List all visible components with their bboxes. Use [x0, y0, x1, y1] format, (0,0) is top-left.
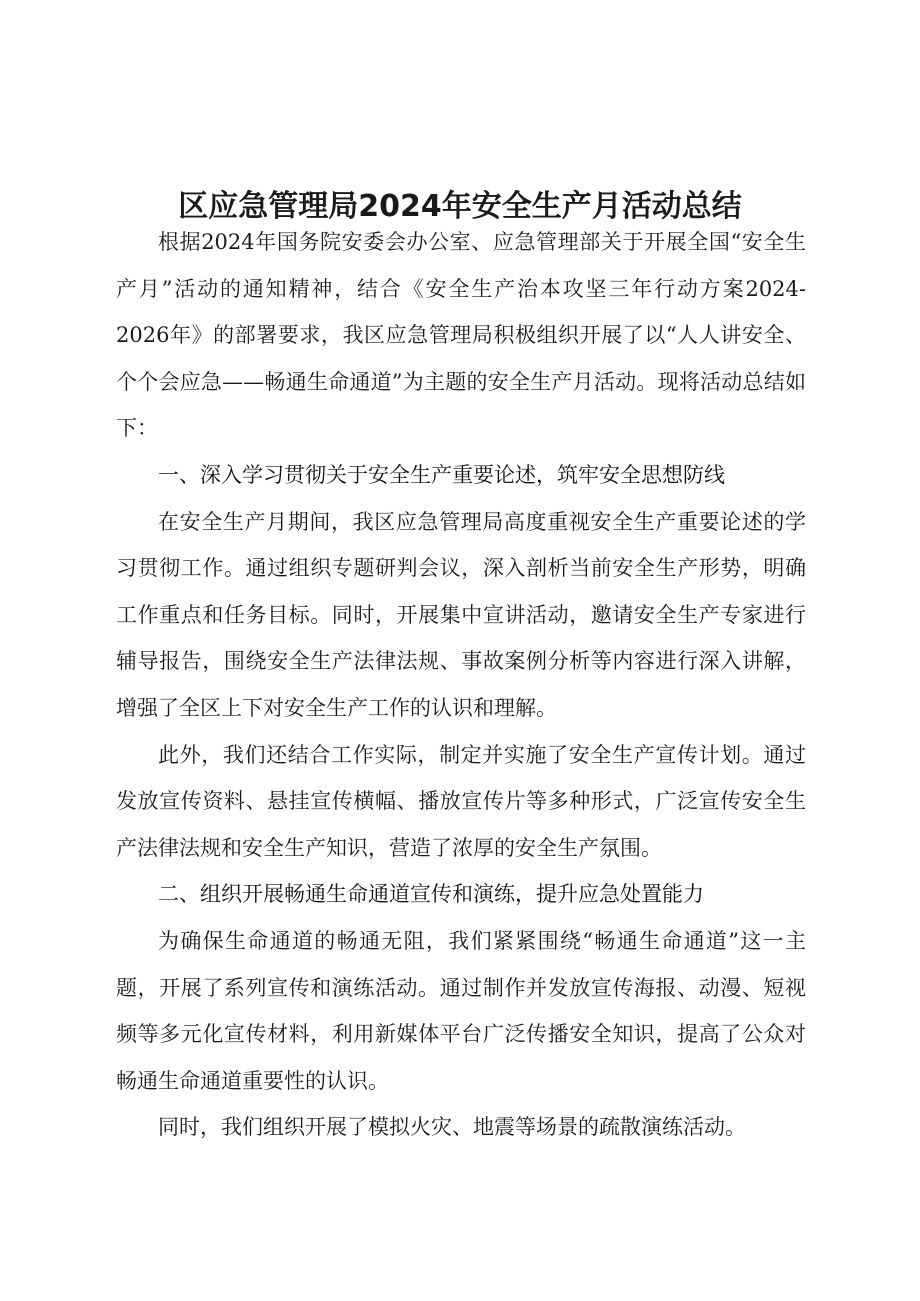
section-2-paragraph-2: 同时，我们组织开展了模拟火灾、地震等场景的疏散演练活动。 [158, 1115, 746, 1140]
section-heading-2: 二、组织开展畅通生命通道宣传和演练，提升应急处置能力 [158, 882, 704, 907]
section-1-paragraph-2: 此外，我们还结合工作实际，制定并实施了安全生产宣传计划。通过发放宣传资料、悬挂宣传横幅、播放宣传片等多种形式，广泛宣传安全生产法律法规和安全生产知识，营造了浓厚的安全生产氛围。 [116, 742, 806, 860]
section-2-paragraph-1: 为确保生命通道的畅通无阻，我们紧紧围绕“畅通生命通道”这一主题，开展了系列宣传和演练活动。通过制作并发放宣传海报、动漫、短视频等多元化宣传材料，利用新媒体平台广泛传播安全知识，提高了公众对畅通生命通道重要性的认识。 [116, 928, 806, 1093]
page-title: 区应急管理局2024年安全生产月活动总结 [178, 189, 742, 225]
section-heading-1: 一、深入学习贯彻关于安全生产重要论述，筑牢安全思想防线 [158, 462, 725, 487]
section-1-paragraph-1: 在安全生产月期间，我区应急管理局高度重视安全生产重要论述的学习贯彻工作。通过组织专题研判会议，深入剖析当前安全生产形势，明确工作重点和任务目标。同时，开展集中宣讲活动，邀请安全生产专家进行辅导报告，围绕安全生产法律法规、事故案例分析等内容进行深入讲解，增强了全区上下对安全生产工作的认识和理解。 [116, 509, 806, 720]
document-body [116, 219, 806, 1151]
intro-paragraph: 根据2024年国务院安委会办公室、应急管理部关于开展全国“安全生产月”活动的通知精神，结合《安全生产治本攻坚三年行动方案2024-2026年》的部署要求，我区应急管理局积极组织开展了以“人人讲安全、个个会应急——畅通生命通道”为主题的安全生产月活动。现将活动总结如下： [116, 230, 806, 441]
